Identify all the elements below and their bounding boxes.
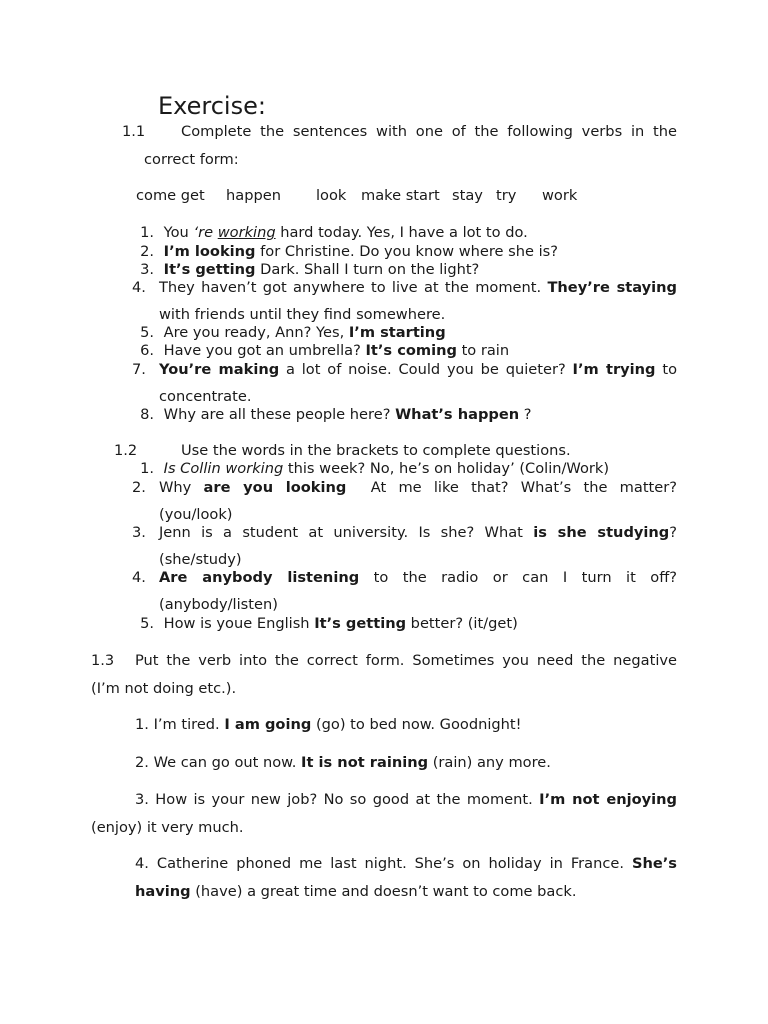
section-1-2-number: 1.2 xyxy=(114,442,138,459)
list-item-cont: with friends until they find somewhere. xyxy=(159,306,446,323)
list-item-cont: (anybody/listen) xyxy=(159,596,278,613)
list-item: They haven’t got anywhere to live at the moment. They’re staying xyxy=(159,279,678,296)
list-item-cont: (you/look) xyxy=(159,506,233,523)
list-item: Why are you looking At me like that? What’s the matter? xyxy=(159,479,677,496)
list-item-cont: (she/study) xyxy=(159,551,242,568)
list-item-cont: concentrate. xyxy=(159,388,252,405)
list-item: 3. It’s getting Dark. Shall I turn on the light? xyxy=(140,261,480,278)
list-item-number: 4. xyxy=(132,569,146,586)
list-item: 3. How is your new job? No so good at the moment. I’m not enjoying xyxy=(135,791,677,808)
page-title: Exercise: xyxy=(158,92,266,120)
list-item: 5. Are you ready, Ann? Yes, I’m starting xyxy=(140,324,446,341)
list-item-number: 2. xyxy=(132,479,146,496)
list-item-cont: having (have) a great time and doesn’t want to come back. xyxy=(135,883,577,900)
verb-word: come get xyxy=(136,187,205,204)
list-item: Are anybody listening to the radio or can I turn it off? xyxy=(159,569,677,586)
verb-word: work xyxy=(542,187,578,204)
verb-word: happen xyxy=(226,187,281,204)
section-1-1-instruction: Complete the sentences with one of the following verbs in the xyxy=(181,123,677,140)
list-item: You’re making a lot of noise. Could you be quieter? I’m trying to xyxy=(159,361,677,378)
list-item: 2. We can go out now. It is not raining (rain) any more. xyxy=(135,754,551,771)
verb-word: look xyxy=(316,187,347,204)
section-1-3-instruction: Put the verb into the correct form. Sometimes you need the negative xyxy=(135,652,677,669)
list-item: 4. Catherine phoned me last night. She’s on holiday in France. She’s xyxy=(135,855,677,872)
list-item: 1. You ‘re working hard today. Yes, I have a lot to do. xyxy=(140,224,528,241)
section-1-1-instruction-cont: correct form: xyxy=(144,151,239,168)
list-item: 1. I’m tired. I am going (go) to bed now. Goodnight! xyxy=(135,716,522,733)
verb-word: make start xyxy=(361,187,440,204)
list-item-number: 4. xyxy=(132,279,146,296)
verb-word: try xyxy=(496,187,517,204)
list-item-number: 3. xyxy=(132,524,146,541)
list-item: 2. I’m looking for Christine. Do you know where she is? xyxy=(140,243,559,260)
list-item: 1. Is Collin working this week? No, he’s on holiday’ (Colin/Work) xyxy=(140,460,610,477)
list-item-cont: (enjoy) it very much. xyxy=(91,819,244,836)
section-1-2-instruction: Use the words in the brackets to complete questions. xyxy=(181,442,571,459)
section-1-3-instruction-cont: (I’m not doing etc.). xyxy=(91,680,237,697)
list-item: 5. How is youe English It’s getting better? (it/get) xyxy=(140,615,518,632)
list-item: Jenn is a student at university. Is she? What is she studying? xyxy=(159,524,677,541)
section-1-1-number: 1.1 xyxy=(122,123,146,140)
verb-word: stay xyxy=(452,187,483,204)
section-1-3-number: 1.3 xyxy=(91,652,115,669)
list-item: 8. Why are all these people here? What’s happen ? xyxy=(140,406,532,423)
list-item: 6. Have you got an umbrella? It’s coming to rain xyxy=(140,342,510,359)
list-item-number: 7. xyxy=(132,361,146,378)
